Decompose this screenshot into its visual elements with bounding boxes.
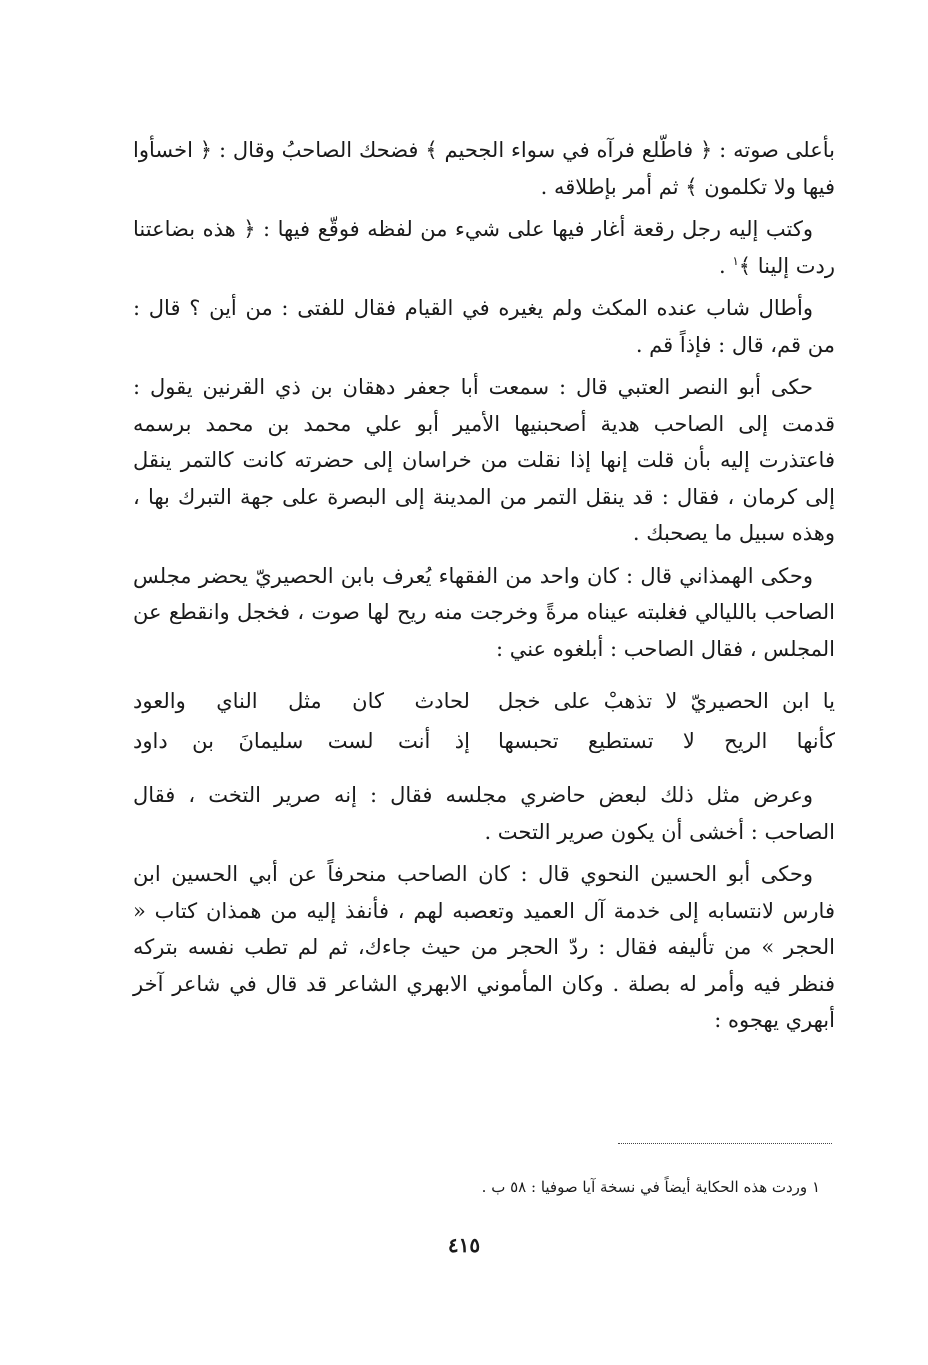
- paragraph-7: وحكى أبو الحسين النحوي قال : كان الصاحب منحرفاً عن أبي الحسين ابن فارس لانتسابه إلى خدمة آل العميد وتعصبه لهم ، فأنفذ إليه من همذان كتاب « الحجر » من تأليفه فقال : ردّ الحجر من حيث جاءك، ثم لم تطب نفسه بتركه فنظر فيه وأمر له بصلة . وكان المأموني الابهري الشاعر قد قال في شاعر آخر أبهري يهجوه :: [133, 862, 835, 1032]
- verse-line: [133, 721, 835, 761]
- footnote-divider: [618, 1143, 832, 1144]
- paragraph-2-period: .: [718, 253, 733, 278]
- paragraph-2: [133, 211, 835, 284]
- paragraph-3: وأطال شاب عنده المكث ولم يغيره في القيام فقال للفتى : من أين ؟ قال : من قم، قال : فإذاً قم .: [133, 296, 835, 357]
- paragraph-2-text: وكتب إليه رجل رقعة أغار فيها على شيء من لفظه فوقّع فيها : ﴿ هذه بضاعتنا ردت إلينا ﴾: [133, 217, 835, 278]
- paragraph-5: وحكى الهمذاني قال : كان واحد من الفقهاء يُعرف بابن الحصيريّ يحضر مجلس الصاحب بالليالي فغلبته عيناه مرةً وخرجت منه ريح لها صوت ، فخجل وانقطع عن المجلس ، فقال الصاحب : أبلغوه عني :: [133, 563, 835, 661]
- page-number: ٤١٥: [447, 1233, 481, 1257]
- main-text: [133, 132, 835, 1039]
- paragraph-6: وعرض مثل ذلك لبعض حاضري مجلسه فقال : إنه صرير التخت ، فقال الصاحب : أخشى أن يكون صرير التحت .: [133, 783, 835, 844]
- paragraph-1: بأعلى صوته : ﴿ فاطّلع فرآه في سواء الجحيم ﴾ فضحك الصاحبُ وقال : ﴿ اخسأوا فيها ولا تكلمون ﴾ ثم أمر بإطلاقه .: [133, 138, 835, 199]
- footnote: ١ وردت هذه الحكاية أيضاً في نسخة آيا صوفيا : ٥٨ ب .: [481, 1178, 820, 1196]
- paragraph-4: حكى أبو النصر العتبي قال : سمعت أبا جعفر دهقان بن ذي القرنين يقول : قدمت إلى الصاحب هدية أصحبنيها الأمير أبو علي محمد بن محمد برسمه فاعتذرت إليه بأن قلت إنها إذا نقلت من خراسان إلى حضرته كانت كالتمر ينقل إلى كرمان ، فقال : قد ينقل التمر من المدينة إلى البصرة على جهة التبرك بها ، وهذه سبيل ما يصحبك .: [133, 375, 835, 545]
- verse-line: [133, 681, 835, 721]
- footnote-marker: ١: [732, 253, 739, 268]
- verse-second-hemistich: لحادث كان مثل الناي والعود: [133, 689, 470, 713]
- verse-second-hemistich: إذ أنت لست سليمانَ بن داود: [133, 729, 470, 753]
- verse-first-hemistich: يا ابن الحصيريّ لا تذهبْ على خجل: [498, 689, 835, 713]
- poem: [133, 681, 835, 761]
- verse-first-hemistich: كأنها الريح لا تستطيع تحبسها: [498, 729, 835, 753]
